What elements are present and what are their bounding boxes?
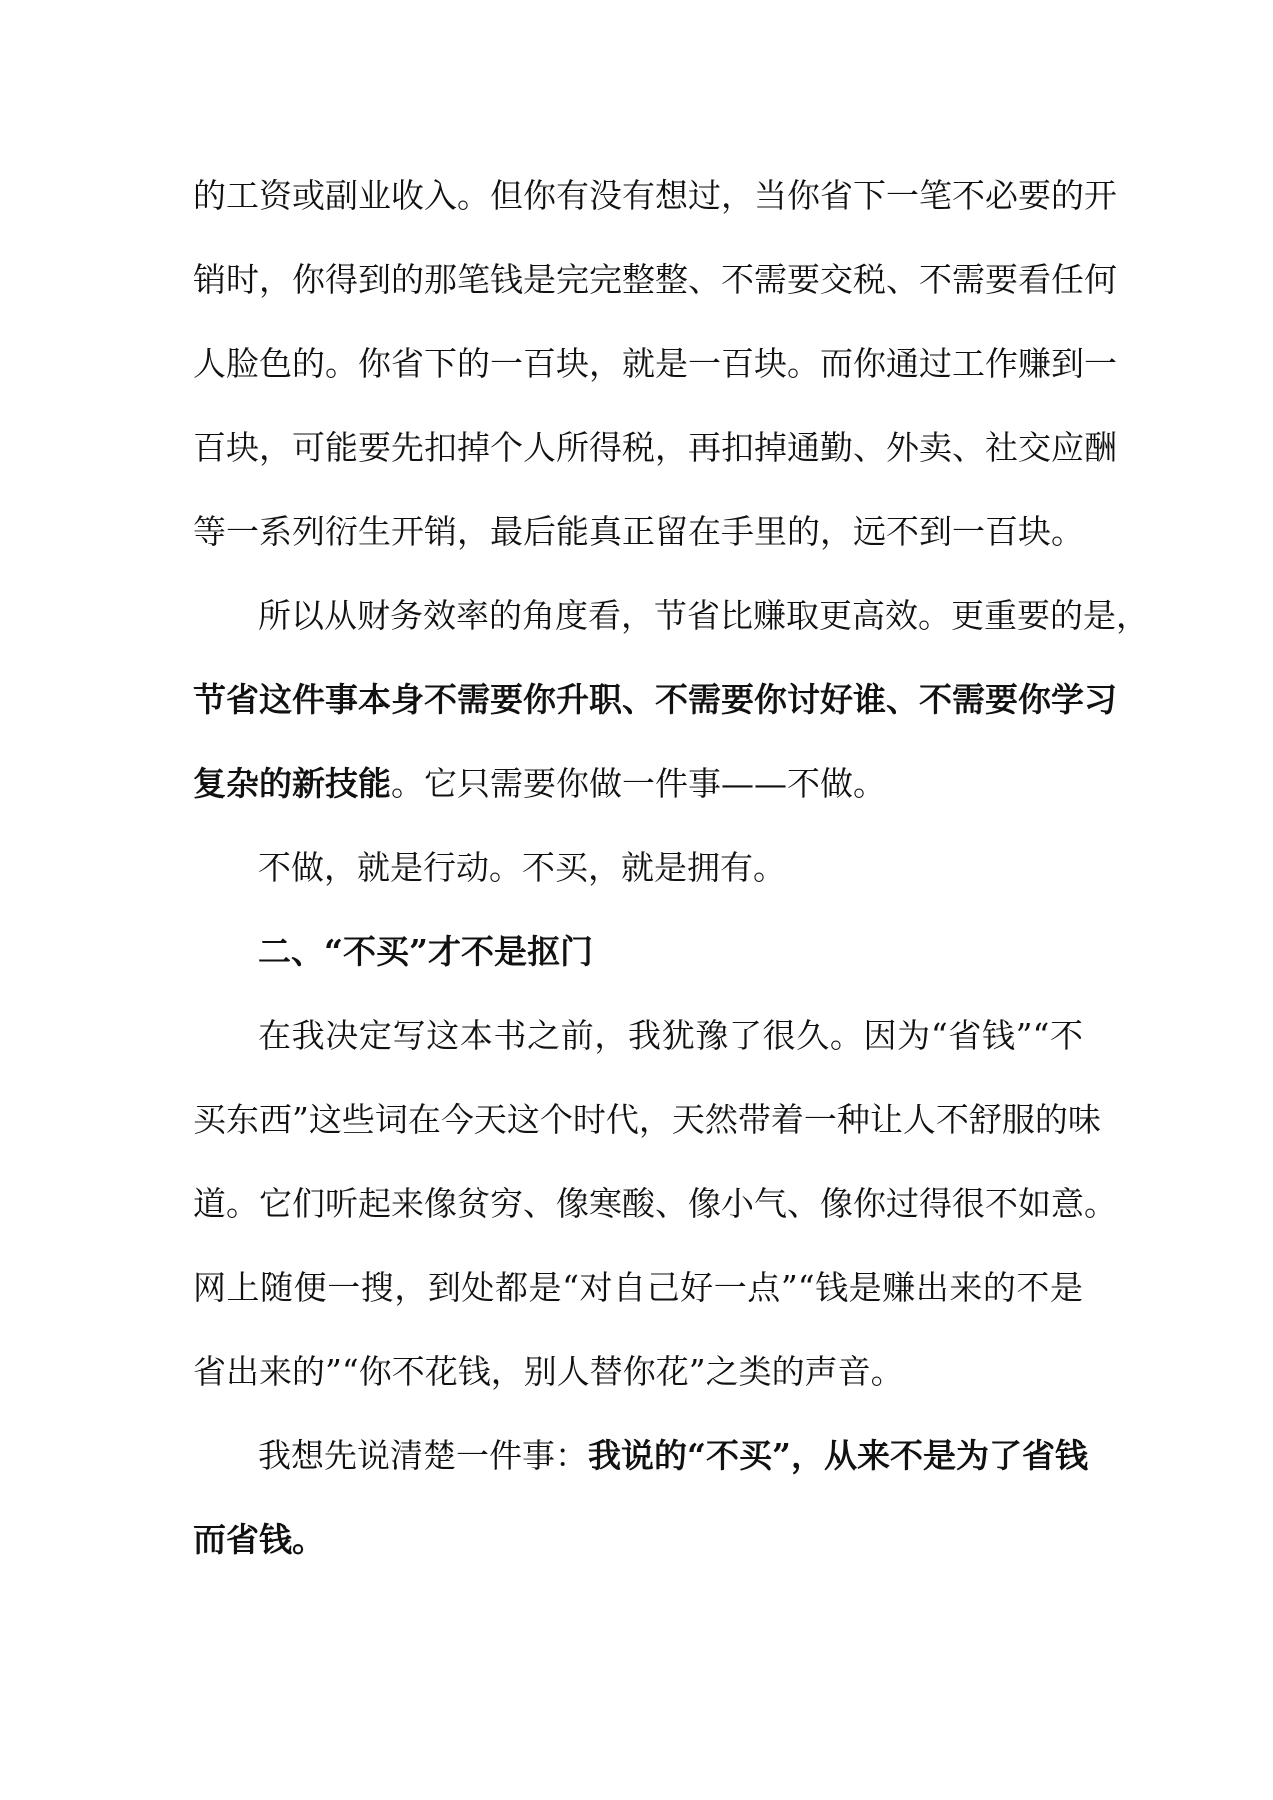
body-text-line: 等一系列衍生开销，最后能真正留在手里的，远不到一百块。 (193, 512, 1084, 551)
body-text-line: 网上随便一搜，到处都是“对自己好一点”“钱是赚出来的不是 (193, 1268, 1083, 1307)
body-text-line: 的工资或副业收入。但你有没有想过，当你省下一笔不必要的开 (193, 176, 1117, 215)
body-text-line: 人脸色的。你省下的一百块，就是一百块。而你通过工作赚到一 (193, 344, 1117, 383)
bold-phrase: 复杂的新技能 (193, 764, 391, 803)
body-text-line: 销时，你得到的那笔钱是完完整整、不需要交税、不需要看任何 (193, 260, 1117, 299)
bold-text-line: 而省钱。 (193, 1520, 325, 1559)
text-phrase: 。它只需要你做一件事——不做。 (391, 764, 886, 803)
bold-text-line: 节省这件事本身不需要你升职、不需要你讨好谁、不需要你学习 (193, 680, 1117, 719)
text-phrase: 我想先说清楚一件事： (258, 1436, 588, 1475)
body-text-line: 省出来的”“你不花钱，别人替你花”之类的声音。 (193, 1352, 904, 1391)
body-text-line (258, 1429, 1088, 1483)
body-text-line: 在我决定写这本书之前，我犹豫了很久。因为“省钱”“不 (258, 1016, 1083, 1055)
body-text-line: 买东西”这些词在今天这个时代，天然带着一种让人不舒服的味 (193, 1100, 1101, 1139)
body-text-line: 不做，就是行动。不买，就是拥有。 (258, 848, 786, 887)
bold-phrase: 我说的“不买”，从来不是为了省钱 (588, 1436, 1088, 1475)
body-text-line: 百块，可能要先扣掉个人所得税，再扣掉通勤、外卖、社交应酬 (193, 428, 1117, 467)
body-text-line: 所以从财务效率的角度看，节省比赚取更高效。更重要的是， (258, 596, 1149, 635)
body-text-line: 道。它们听起来像贫穷、像寒酸、像小气、像你过得很不如意。 (193, 1184, 1117, 1223)
section-heading: 二、“不买”才不是抠门 (258, 932, 593, 971)
body-text-line (193, 757, 1083, 811)
